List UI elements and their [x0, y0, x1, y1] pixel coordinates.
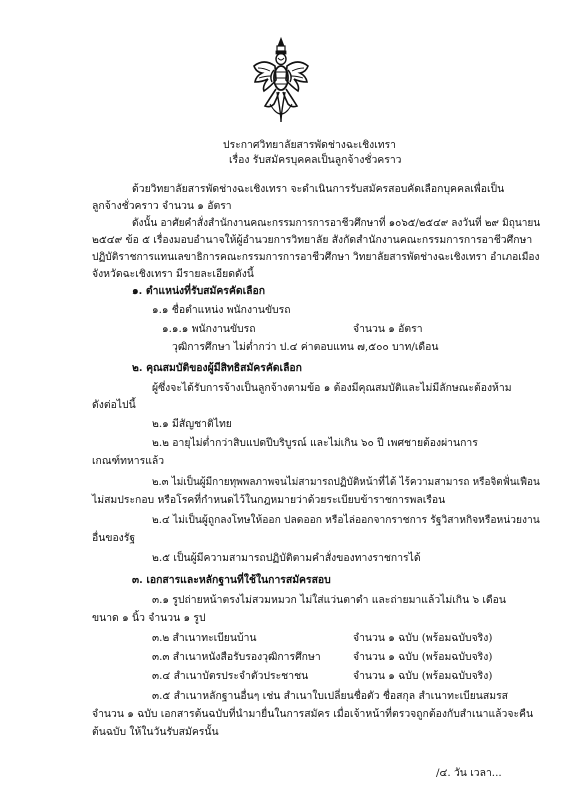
garuda-emblem-icon [250, 36, 312, 126]
document-item: ๓.๒ สำเนาทะเบียนบ้าน [152, 632, 257, 644]
position-education: วุฒิการศึกษา ไม่ต่ำกว่า ป.๔ ค่าตอบแทน ๗,๕๐๐ บาท/เดือน [172, 341, 439, 353]
intro-text: ด้วยวิทยาลัยสารพัดช่างฉะเชิงเทรา จะดำเนินการรับสมัครสอบคัดเลือกบุคคลเพื่อเป็น [132, 183, 505, 195]
continued-marker: /๔. วัน เวลา... [436, 767, 502, 779]
position-name: ๑.๑ ชื่อตำแหน่ง พนักงานขับรถ [152, 304, 291, 316]
section-1-heading: ๑. ตำแหน่งที่รับสมัครคัดเลือก [132, 285, 266, 297]
qualification-item: ๒.๔ ไม่เป็นผู้ถูกลงโทษให้ออก ปลดออก หรือไล่ออกจากราชการ รัฐวิสาหกิจหรือหน่วยงาน [152, 514, 540, 526]
intro-text: ปฏิบัติราชการแทนเลขาธิการคณะกรรมการการอาชีวศึกษา วิทยาลัยสารพัดช่างฉะเชิงเทรา อำเภอเมือง [92, 251, 540, 263]
qualification-item: เกณฑ์ทหารแล้ว [92, 455, 165, 467]
intro-text: จังหวัดฉะเชิงเทรา มีรายละเอียดดังนี้ [92, 268, 254, 280]
document-count: จำนวน ๑ ฉบับ (พร้อมฉบับจริง) [353, 670, 493, 682]
document-count: จำนวน ๑ ฉบับ (พร้อมฉบับจริง) [353, 651, 493, 663]
intro-text: ๒๕๔๙ ข้อ ๕ เรื่องมอบอำนาจให้ผู้อำนวยการวิทยาลัย สังกัดสำนักงานคณะกรรมการการอาชีวศึกษา [92, 234, 533, 246]
qualification-intro: ดังต่อไปนี้ [92, 399, 136, 411]
announcement-subject: เรื่อง รับสมัครบุคคลเป็นลูกจ้างชั่วคราว [229, 154, 402, 166]
position-item: ๑.๑.๑ พนักงานขับรถ [162, 323, 256, 335]
document-item: ๓.๔ สำเนาบัตรประจำตัวประชาชน [152, 670, 309, 682]
document-item: ขนาด ๑ นิ้ว จำนวน ๑ รูป [92, 612, 206, 624]
document-item: ๓.๕ สำเนาหลักฐานอื่นๆ เช่น สำเนาใบเปลี่ยนชื่อตัว ชื่อสกุล สำเนาทะเบียนสมรส [152, 690, 509, 702]
section-2-heading: ๒. คุณสมบัติของผู้มีสิทธิสมัครคัดเลือก [132, 362, 302, 374]
section-3-heading: ๓. เอกสารและหลักฐานที่ใช้ในการสมัครสอบ [132, 574, 331, 586]
qualification-item: ๒.๒ อายุไม่ต่ำกว่าสิบแปดปีบริบูรณ์ และไม่เกิน ๖๐ ปี เพศชายต้องผ่านการ [152, 437, 478, 449]
document-item: จำนวน ๑ ฉบับ เอกสารต้นฉบับที่นำมายื่นในการสมัคร เมื่อเจ้าหน้าที่ตรวจถูกต้องกับสำเนาแล้วจะคืน [92, 708, 534, 720]
intro-text: ลูกจ้างชั่วคราว จำนวน ๑ อัตรา [92, 200, 232, 212]
document-item: ๓.๓ สำเนาหนังสือรับรองวุฒิการศึกษา [152, 651, 321, 663]
qualification-item: ไม่สมประกอบ หรือโรคที่กำหนดไว้ในกฎหมายว่าด้วยระเบียบข้าราชการพลเรือน [92, 494, 446, 506]
qualification-item: ๒.๕ เป็นผู้มีความสามารถปฏิบัติตามคำสั่งของทางราชการได้ [152, 552, 421, 564]
qualification-intro: ผู้ซึ่งจะได้รับการจ้างเป็นลูกจ้างตามข้อ ๑ ต้องมีคุณสมบัติและไม่มีลักษณะต้องห้าม [152, 382, 512, 394]
intro-text: ดังนั้น อาศัยคำสั่งสำนักงานคณะกรรมการการอาชีวศึกษาที่ ๑๐๖๕/๒๕๔๙ ลงวันที่ ๒๙ มิถุนายน [132, 217, 541, 229]
qualification-item: ๒.๑ มีสัญชาติไทย [152, 418, 232, 430]
qualification-item: อื่นของรัฐ [92, 532, 136, 544]
qualification-item: ๒.๓ ไม่เป็นผู้มีกายทุพพลภาพจนไม่สามารถปฏิบัติหน้าที่ได้ ไร้ความสามารถ หรือจิตฟั่นเฟือน [152, 476, 540, 488]
document-count: จำนวน ๑ ฉบับ (พร้อมฉบับจริง) [353, 632, 493, 644]
announcement-title: ประกาศวิทยาลัยสารพัดช่างฉะเชิงเทรา [223, 139, 397, 151]
position-count: จำนวน ๑ อัตรา [353, 323, 423, 335]
document-item: ต้นฉบับ ให้ในวันรับสมัครนั้น [92, 726, 219, 738]
document-item: ๓.๑ รูปถ่ายหน้าตรงไม่สวมหมวก ไม่ใส่แว่นตาดำ และถ่ายมาแล้วไม่เกิน ๖ เดือน [152, 594, 507, 606]
